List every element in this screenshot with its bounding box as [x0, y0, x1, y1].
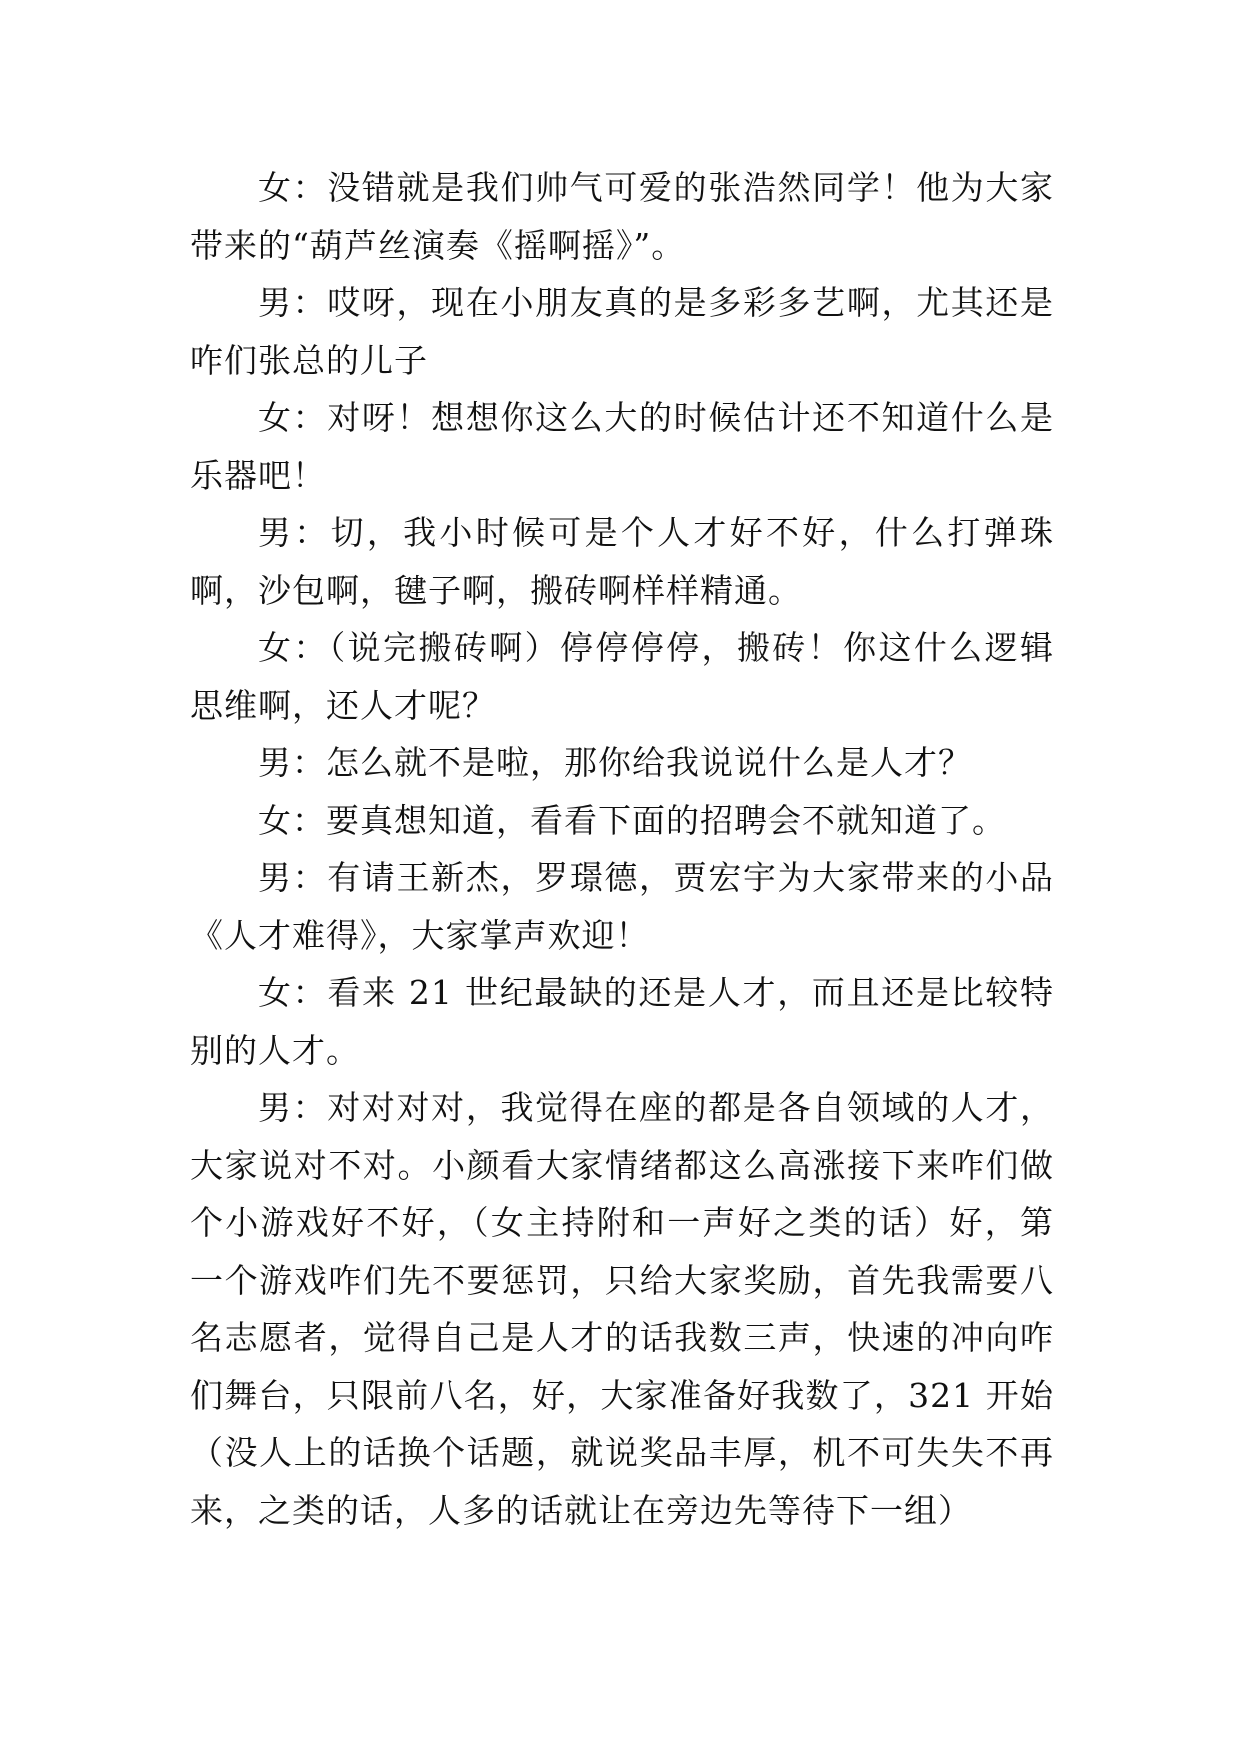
paragraph-7: 女：要真想知道，看看下面的招聘会不就知道了。	[258, 800, 1006, 840]
paragraph-4: 男：切，我小时候可是个人才好不好，什么打弹珠啊，沙包啊，毽子啊，搬砖啊样样精通。	[190, 513, 1054, 610]
paragraph-6: 男：怎么就不是啦，那你给我说说什么是人才？	[258, 743, 972, 782]
paragraph-2: 男：哎呀，现在小朋友真的是多彩多艺啊，尤其还是咋们张总的儿子	[190, 283, 1054, 380]
document-body	[190, 159, 1054, 1539]
paragraph-1: 女：没错就是我们帅气可爱的张浩然同学！他为大家带来的“葫芦丝演奏《摇啊摇》”。	[190, 168, 1054, 265]
paragraph-5: 女：（说完搬砖啊）停停停停，搬砖！你这什么逻辑思维啊，还人才呢？	[190, 628, 1054, 725]
paragraph-10: 男：对对对对，我觉得在座的都是各自领域的人才，大家说对不对。小颜看大家情绪都这么高涨接下来咋们做个小游戏好不好，（女主持附和一声好之类的话）好，第一个游戏咋们先不要惩罚，只给大家奖励，首先我需要八名志愿者，觉得自己是人才的话我数三声，快速的冲向咋们舞台，只限前八名，好，大家准备好我数了，321 开始（没人上的话换个话题，就说奖品丰厚，机不可失失不再来，之类的话，人多的话就让在旁边先等待下一组）	[190, 1088, 1054, 1530]
paragraph-3: 女：对呀！想想你这么大的时候估计还不知道什么是乐器吧！	[190, 398, 1054, 495]
paragraph-8: 男：有请王新杰，罗璟德，贾宏宇为大家带来的小品《人才难得》，大家掌声欢迎！	[190, 858, 1054, 955]
paragraph-9: 女：看来 21 世纪最缺的还是人才，而且还是比较特别的人才。	[190, 973, 1054, 1070]
